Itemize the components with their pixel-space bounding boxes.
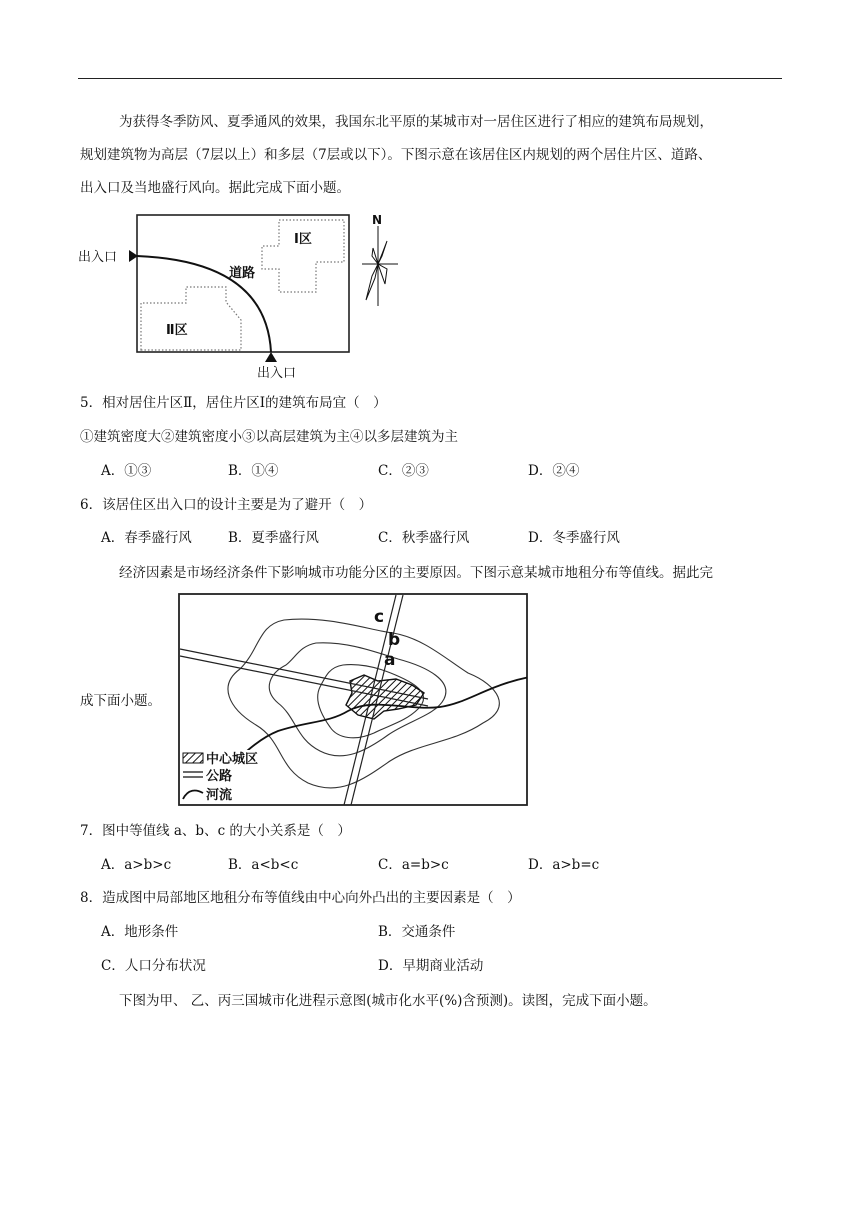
zone1-outline (262, 220, 344, 292)
contour-b-label: b (388, 630, 401, 650)
intro3-line1: 下图为甲、 乙、丙三国城市化进程示意图(城市化水平(%)含预测)。读图，完成下面小题。 (119, 993, 657, 1009)
contour-a-label: a (384, 650, 396, 670)
q7-stem: 7．图中等值线 a、b、c 的大小关系是（ ） (80, 823, 351, 839)
residential-map-figure (76, 206, 416, 384)
q5-items: ①建筑密度大②建筑密度小③以高层建筑为主④以多层建筑为主 (80, 429, 458, 445)
q7-option-b[interactable]: B．a<b<c (228, 857, 299, 873)
q8-stem: 8．造成图中局部地区地租分布等值线由中心向外凸出的主要因素是（ ） (80, 890, 521, 906)
q8-option-d[interactable]: D．早期商业活动 (378, 958, 484, 974)
intro1-line1: 为获得冬季防风、夏季通风的效果，我国东北平原的某城市对一居住区进行了相应的建筑布局规划， (119, 114, 713, 130)
q8-option-c[interactable]: C．人口分布状况 (101, 958, 206, 974)
q7-option-a[interactable]: A．a>b>c (101, 857, 172, 873)
road-label: 道路 (229, 266, 256, 281)
contour-c-label: c (374, 607, 385, 627)
q5-option-d[interactable]: D．②④ (528, 463, 580, 479)
zone2-outline (141, 287, 241, 350)
q6-stem: 6．该居住区出入口的设计主要是为了避开（ ） (80, 497, 373, 513)
zone2-label: Ⅱ区 (166, 323, 188, 338)
legend-center-label: 中心城区 (206, 752, 259, 767)
q5-stem: 5．相对居住片区Ⅱ，居住片区Ⅰ的建筑布局宜（ ） (80, 395, 387, 411)
header-rule (78, 78, 782, 79)
q5-option-b[interactable]: B．①④ (228, 463, 279, 479)
left-entrance-label: 出入口 (78, 250, 118, 265)
intro2-line2: 成下面小题。 (80, 693, 161, 709)
q6-option-b[interactable]: B．夏季盛行风 (228, 530, 319, 546)
map-legend (181, 750, 273, 804)
north-label: N (372, 213, 383, 227)
wind-rose-icon (362, 226, 398, 306)
q7-option-c[interactable]: C．a=b>c (378, 857, 449, 873)
q8-option-a[interactable]: A．地形条件 (101, 924, 179, 940)
legend-river-label: 河流 (206, 788, 233, 803)
legend-center-swatch (183, 753, 203, 763)
legend-road-label: 公路 (206, 769, 233, 784)
zone1-label: Ⅰ区 (294, 232, 312, 247)
q5-option-c[interactable]: C．②③ (378, 463, 429, 479)
intro1-line3: 出入口及当地盛行风向。据此完成下面小题。 (80, 180, 350, 196)
intro2-line1: 经济因素是市场经济条件下影响城市功能分区的主要原因。下图示意某城市地租分布等值线。据此完 (119, 565, 713, 581)
bottom-entrance-arrow (265, 352, 277, 362)
q6-option-d[interactable]: D．冬季盛行风 (528, 530, 620, 546)
q7-option-d[interactable]: D．a>b=c (528, 857, 600, 873)
land-rent-map-figure (178, 593, 530, 807)
bottom-entrance-label: 出入口 (257, 366, 297, 381)
q5-option-a[interactable]: A．①③ (101, 463, 152, 479)
intro1-line2: 规划建筑物为高层（7层以上）和多层（7层或以下）。下图示意在该居住区内规划的两个居住片区、道路、 (80, 147, 712, 163)
q6-option-a[interactable]: A．春季盛行风 (101, 530, 192, 546)
q6-option-c[interactable]: C．秋季盛行风 (378, 530, 470, 546)
q8-option-b[interactable]: B．交通条件 (378, 924, 456, 940)
